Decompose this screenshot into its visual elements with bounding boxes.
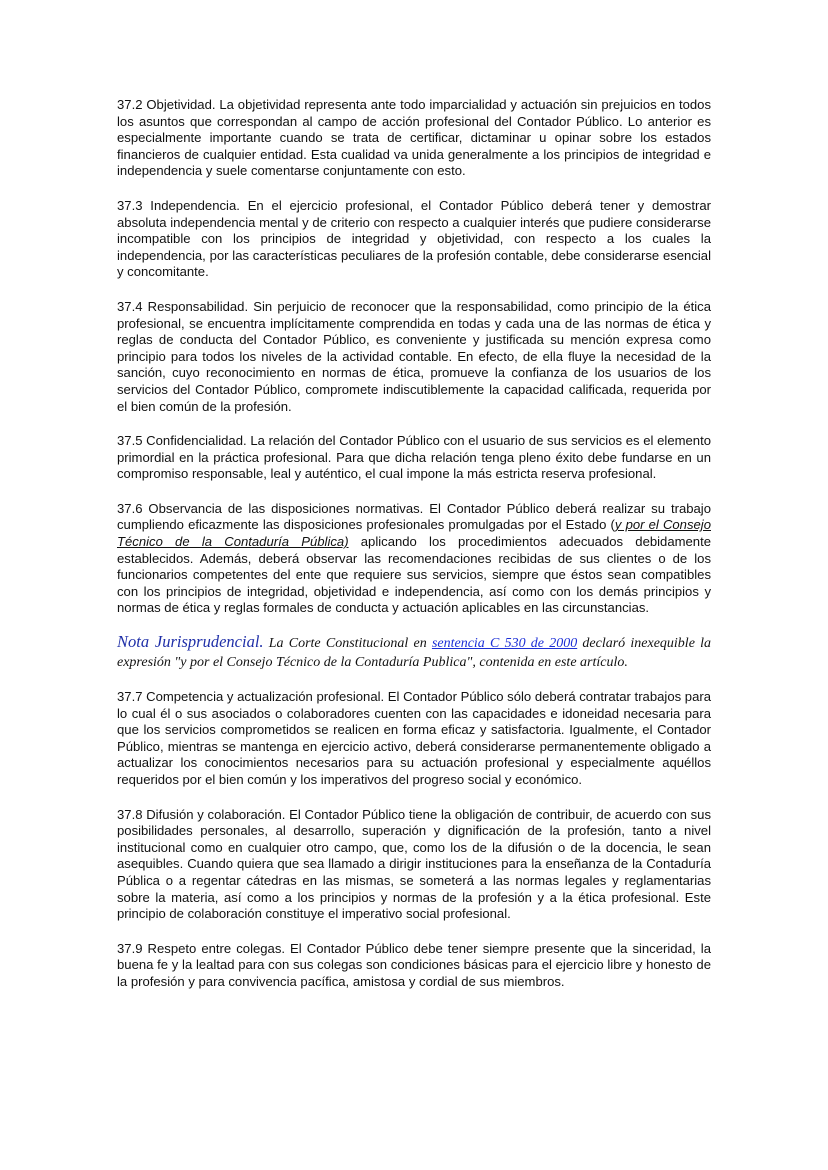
paragraph-37-3 <box>117 198 711 281</box>
paragraph-37-6-end: aplicando los procedimientos adecuados debidamente establecidos. Además, deberá observar las recomendaciones recibidas de sus clientes o de los funcionarios competentes del ente que requiere sus servicios, siempre que éstos sean compatibles con los principios de integridad, objetividad e independencia, así como con los demás principios y normas de ética y reglas formales de conducta y actuación aplicables en las circunstancias. <box>117 534 712 616</box>
paragraph-text: 37.8 Difusión y colaboración. El Contador Público tiene la obligación de contribuir, de acuerdo con sus posibilidades personales, al desarrollo, superación y dignificación de la profesión, tanto a nivel institucional como en cualquier otro campo, que, como los de la difusión o de la docencia, le sean asequibles. Cuando quiera que sea llamado a dirigir instituciones para la enseñanza de la Contaduría Pública o a regentar cátedras en las mismas, se someterá a las normas legales y reglamentarias sobre la materia, así como a los principios y normas de la profesión y a la ética profesional. Este principio de colaboración constituye el imperativo social profesional. <box>117 806 711 922</box>
paragraph-37-9 <box>117 941 711 991</box>
paragraph-text: 37.4 Responsabilidad. Sin perjuicio de reconocer que la responsabilidad, como principio de la ética profesional, se encuentra implícitamente comprendida en todas y cada una de las normas de ética y reglas de conducta del Contador Público, es conveniente y justificada su mención expresa como principio para todos los niveles de la actividad contable. En efecto, de ella fluye la necesidad de la sanción, cuyo reconocimiento en normas de ética, promueve la confianza de los usuarios de los servicios del Contador Público, compromete indiscutiblemente la capacidad calificada, requerida por el bien común de la profesión. <box>117 298 711 414</box>
note-text-start: La Corte Constitucional en <box>263 636 432 652</box>
paragraph-text: 37.2 Objetividad. La objetividad representa ante todo imparcialidad y actuación sin prejuicios en todos los asuntos que correspondan al campo de acción profesional del Contador Público. Lo anterior es especialmente importante cuando se trata de certificar, dictaminar u opinar sobre los estados financieros de cualquier entidad. Esta cualidad va unida generalmente a los principios de integridad e independencia y suele comentarse conjuntamente con esto. <box>117 97 711 179</box>
paragraph-text: 37.7 Competencia y actualización profesional. El Contador Público sólo deberá contratar trabajos para lo cual él o sus asociados o colaboradores cuenten con las capacidades e idoneidad necesaria para que los servicios comprometidos se realicen en forma eficaz y satisfactoria. Igualmente, el Contador Público, mientras se mantenga en ejercicio activo, deberá considerarse permanentemente obligado a actualizar los conocimientos necesarios para su actuación profesional y especialmente aquéllos requeridos por el bien común y los imperativos del progreso social y económico. <box>117 689 711 787</box>
text-column <box>117 97 711 1009</box>
struck-expression: y por el Consejo Técnico de la Contaduría Pública) <box>117 517 711 550</box>
paragraph-37-4 <box>117 299 711 415</box>
paragraph-37-7 <box>117 689 711 789</box>
paragraph-37-8 <box>117 807 711 923</box>
paragraph-37-2 <box>117 97 711 180</box>
paragraph-37-5 <box>117 433 711 483</box>
paragraph-37-6 <box>117 501 711 617</box>
jurisprudential-note <box>117 632 711 672</box>
paragraph-text <box>117 501 711 617</box>
paragraph-text: 37.5 Confidencialidad. La relación del Contador Público con el usuario de sus servicios es el elemento primordial en la práctica profesional. Para que dicha relación tenga pleno éxito debe fundarse en un compromiso responsable, leal y auténtico, el cual impone la más estricta reserva profesional. <box>117 433 711 482</box>
paragraph-text: 37.9 Respeto entre colegas. El Contador Público debe tener siempre presente que la sinceridad, la buena fe y la lealtad para con sus colegas son condiciones básicas para el ejercicio libre y honesto de la profesión y para convivencia pacífica, amistosa y cordial de sus miembros. <box>117 940 711 989</box>
paragraph-text: 37.3 Independencia. En el ejercicio profesional, el Contador Público deberá tener y demostrar absoluta independencia mental y de criterio con respecto a cualquier interés que pudiere considerarse incompatible con los principios de integridad y objetividad, con respecto a los cuales la independencia, por las características peculiares de la profesión contable, debe considerarse esencial y concomitante. <box>117 197 711 280</box>
paragraph-37-6-start: 37.6 Observancia de las disposiciones normativas. El Contador Público deberá realizar su trabajo cumpliendo eficazmente las disposiciones profesionales promulgadas por el Estado ( <box>117 500 711 533</box>
sentencia-link[interactable]: sentencia C 530 de 2000 <box>431 636 578 652</box>
note-text-end: declaró inexequible la expresión "y por el Consejo Técnico de la Contaduría Publica", contenida en este artículo. <box>117 636 712 671</box>
note-title: Nota Jurisprudencial. <box>117 632 264 652</box>
